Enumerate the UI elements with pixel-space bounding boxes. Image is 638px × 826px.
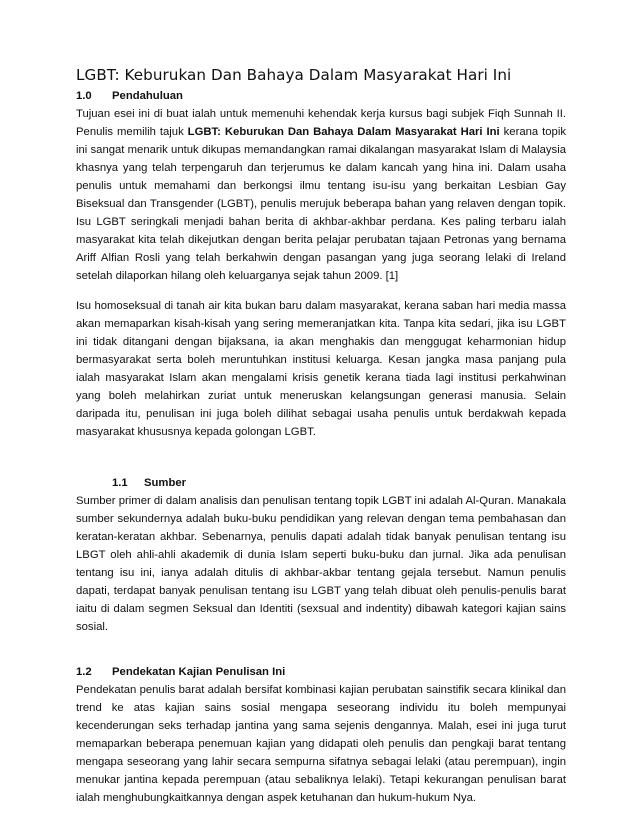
section-heading-sumber [76,474,566,492]
intro-text-a: Tujuan esei ini di buat ialah untuk memenuhi kehendak kerja kursus bagi subjek Fiqh Sunnah II. Penulis memilih tajuk [76,108,566,138]
document-title: LGBT: Keburukan Dan Bahaya Dalam Masyarakat Hari Ini [76,66,512,84]
document-page [76,64,566,807]
intro-paragraph-1 [76,105,566,285]
intro-paragraph-2: Isu homoseksual di tanah air kita bukan baru dalam masyarakat, kerana saban hari media massa akan memaparkan kisah-kisah yang sering memeranjatkan kita. Tanpa kita sedari, jika isu LGBT ini tidak ditangani dengan bijaksana, ia akan menghakis dan menggugat keharmonian hidup bermasyarakat serta boleh meruntuhkan institusi keluarga. Kesan jangka masa panjang pula ialah masyarakat Islam akan mengalami krisis genetik kerana tiada lagi institusi perkahwinan yang boleh melahirkan zuriat untuk meneruskan kelangsungan generasi manusia. Selain daripada itu, penulisan ini juga boleh dilihat sebagai usaha penulis untuk berdakwah kepada masyarakat khususnya kepada golongan LGBT. [76,300,566,438]
intro-bold-title: LGBT: Keburukan Dan Bahaya Dalam Masyarakat Hari Ini [187,126,500,138]
section-title: Pendekatan Kajian Penulisan Ini [112,666,286,678]
section-title: Pendahuluan [112,90,183,102]
section-number: 1.0 [76,90,92,102]
pendekatan-paragraph: Pendekatan penulis barat adalah bersifat kombinasi kajian perubatan sainstifik secara klinikal dan trend ke atas kajian sains sosial mengapa seseorang individu itu boleh mempunyai kecenderungan seks terhadap jantina yang sama sejenis dengannya. Malah, esei ini juga turut memaparkan beberapa penemuan kajian yang didapati oleh penulis dan pengkaji barat tentang mengapa seseorang yang lahir secara sempurna sifatnya sebagai lelaki (atau perempuan), ingin menukar jantina kepada perempuan (atau sebaliknya lelaki). Tetapi kekurangan penulisan barat ialah menghubungkaitkannya dengan aspek ketuhanan dan hukum-hukum Nya. [76,684,566,804]
sumber-paragraph: Sumber primer di dalam analisis dan penulisan tentang topik LGBT ini adalah Al-Quran. Manakala sumber sekundernya adalah buku-buku pendidikan yang relevan dengan tema pembahasan dan keratan-keratan akhbar. Sebenarnya, penulis dapati adalah tidak banyak penulisan tentang isu LBGT oleh ahli-ahli akademik di dunia Islam seperti buku-buku dan jurnal. Jika ada penulisan tentang isu ini, ianya adalah ditulis di akhbar-akbar tentang gejala tersebut. Namun penulis dapati, terdapat banyak penulisan tentang isu LGBT yang telah dibuat oleh penulis-penulis barat iaitu di dalam segmen Seksual dan Identiti (sexsual and indentity) dibawah kategori kajian sains sosial. [76,495,566,633]
intro-text-b: kerana topik ini sangat menarik untuk dikupas memandangkan ramai dikalangan masyarakat Islam di Malaysia khasnya yang telah terpengaruh dan terjerumus ke dalam kancah yang hina ini. Dalam usaha penulis untuk memahami dan berkongsi ilmu tentang isu-isu yang berkaitan Lesbian Gay Biseksual dan Transgender (LGBT), penulis merujuk beberapa bahan yang relaven dengan topik. Isu LGBT seringkali menjadi bahan berita di akhbar-akhbar perdana. Kes paling terbaru ialah masyarakat kita telah dikejutkan dengan berita pelajar perubatan tajaan Petronas yang bernama Ariff Alfian Rosli yang telah berkahwin dengan pasangan yang juga seorang lelaki di Ireland setelah dilaporkan hilang oleh keluarganya sejak tahun 2009. [1] [76,126,566,282]
section-heading-pendekatan [76,663,566,681]
section-number: 1.1 [112,477,128,489]
section-heading-pendahuluan [76,87,566,105]
section-number: 1.2 [76,666,92,678]
section-title: Sumber [144,477,187,489]
